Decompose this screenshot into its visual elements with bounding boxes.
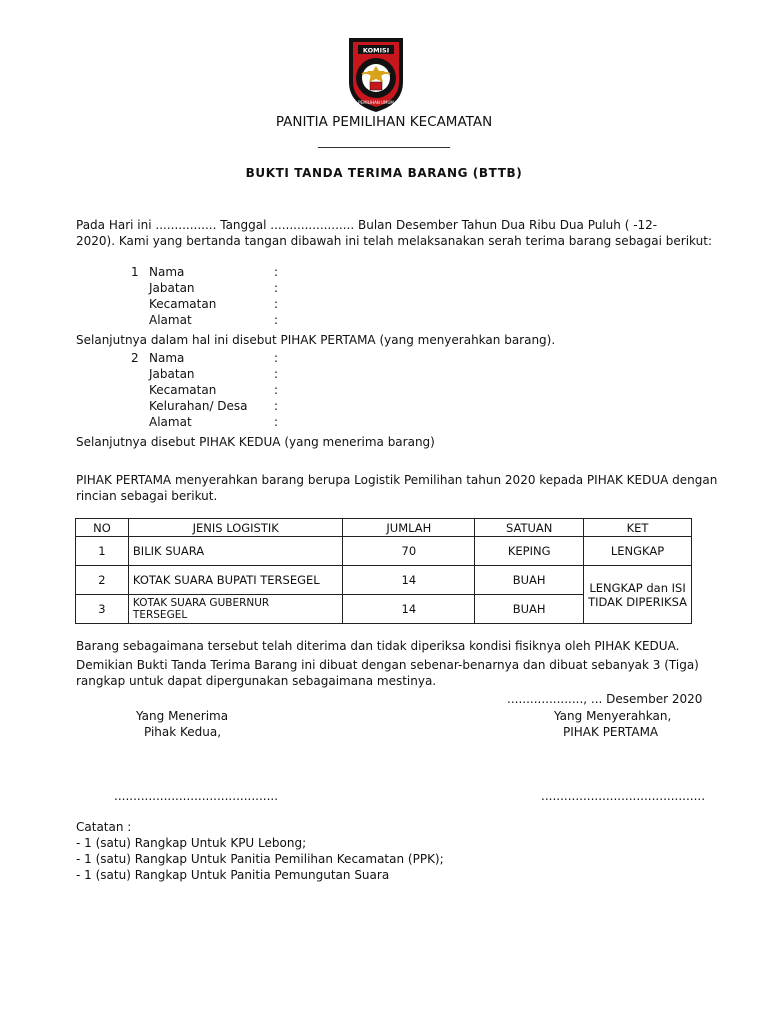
party-1-colon: : xyxy=(274,281,279,295)
signature-date: ...................., ... Desember 2020 xyxy=(507,692,703,706)
party-2-colon: : xyxy=(274,367,279,381)
cell-unit: KEPING xyxy=(475,537,584,566)
cell-qty: 14 xyxy=(343,566,475,595)
header-jenis-logistik: JENIS LOGISTIK xyxy=(128,519,343,537)
cell-item xyxy=(128,595,343,624)
committee-underline: ______________________ xyxy=(318,134,450,148)
cell-qty: 70 xyxy=(343,537,475,566)
cell-item-line-2: TERSEGEL xyxy=(132,609,188,621)
receiver-signature-line: ........................................... xyxy=(114,789,279,803)
cell-item: KOTAK SUARA BUPATI TERSEGEL xyxy=(128,566,343,595)
party-2-colon: : xyxy=(274,351,279,365)
party-2-colon: : xyxy=(274,415,279,429)
party-1-colon: : xyxy=(274,313,279,327)
header-jumlah: JUMLAH xyxy=(343,519,475,537)
party-2-field-alamat: Alamat xyxy=(149,415,192,429)
intro-line-1: Pada Hari ini ................ Tanggal ...................... Bulan Desember Tahun Dua Ribu Dua Puluh ( -12- xyxy=(76,218,658,232)
table-row xyxy=(76,537,692,566)
cell-ket-line-1: LENGKAP dan ISI xyxy=(589,580,686,595)
notes-item: - 1 (satu) Rangkap Untuk Panitia Pemungutan Suara xyxy=(76,868,390,882)
receiver-label: Yang Menerima xyxy=(136,709,229,723)
kpu-logo xyxy=(345,36,407,114)
party-1-field-jabatan: Jabatan xyxy=(149,281,195,295)
party-2-field-nama: Nama xyxy=(149,351,185,365)
table-row xyxy=(76,566,692,595)
party-2-note: Selanjutnya disebut PIHAK KEDUA (yang menerima barang) xyxy=(76,435,435,449)
document-title: BUKTI TANDA TERIMA BARANG (BTTB) xyxy=(245,166,523,180)
party-1-field-kecamatan: Kecamatan xyxy=(149,297,217,311)
cell-ket: LENGKAP xyxy=(584,537,692,566)
party-1-colon: : xyxy=(274,297,279,311)
logo-ring-text: PEMILIHAN UMUM xyxy=(358,100,394,105)
cell-item-line-1: KOTAK SUARA GUBERNUR xyxy=(132,597,270,609)
party-2-field-kecamatan: Kecamatan xyxy=(149,383,217,397)
header-satuan: SATUAN xyxy=(475,519,584,537)
party-1-note: Selanjutnya dalam hal ini disebut PIHAK PERTAMA (yang menyerahkan barang). xyxy=(76,333,556,347)
header-no: NO xyxy=(76,519,129,537)
party-1-field-alamat: Alamat xyxy=(149,313,192,327)
committee-name: PANITIA PEMILIHAN KECAMATAN xyxy=(275,114,493,130)
party-1-number: 1 xyxy=(131,265,139,279)
giver-signature-line: ........................................... xyxy=(541,789,706,803)
closing-line-2: rangkap untuk dapat dipergunakan sebagaimana mestinya. xyxy=(76,674,437,688)
cell-no: 2 xyxy=(76,566,129,595)
party-1-colon: : xyxy=(274,265,279,279)
giver-label: Yang Menyerahkan, xyxy=(554,709,672,723)
table-header-row xyxy=(76,519,692,537)
party-2-number: 2 xyxy=(131,351,139,365)
logo-top-text: KOMISI xyxy=(362,46,390,55)
header-ket: KET xyxy=(584,519,692,537)
giver-party: PIHAK PERTAMA xyxy=(563,725,659,739)
notes-item: - 1 (satu) Rangkap Untuk KPU Lebong; xyxy=(76,836,307,850)
cell-ket-line-2: TIDAK DIPERIKSA xyxy=(588,594,687,609)
cell-ket-merged xyxy=(584,566,692,624)
received-statement: Barang sebagaimana tersebut telah diterima dan tidak diperiksa kondisi fisiknya oleh PIHAK KEDUA. xyxy=(76,639,680,653)
party-2-colon: : xyxy=(274,383,279,397)
notes-heading: Catatan : xyxy=(76,820,132,834)
closing-line-1: Demikian Bukti Tanda Terima Barang ini dibuat dengan sebenar-benarnya dan dibuat sebanyak 3 (Tiga) xyxy=(76,658,699,672)
intro-line-2: 2020). Kami yang bertanda tangan dibawah ini telah melaksanakan serah terima barang sebagai berikut: xyxy=(76,234,712,248)
party-1-field-nama: Nama xyxy=(149,265,185,279)
cell-item: BILIK SUARA xyxy=(128,537,343,566)
cell-no: 3 xyxy=(76,595,129,624)
party-2-colon: : xyxy=(274,399,279,413)
party-2-field-kelurahan: Kelurahan/ Desa xyxy=(149,399,248,413)
party-2-field-jabatan: Jabatan xyxy=(149,367,195,381)
receiver-party: Pihak Kedua, xyxy=(144,725,222,739)
notes-item: - 1 (satu) Rangkap Untuk Panitia Pemilihan Kecamatan (PPK); xyxy=(76,852,444,866)
cell-unit: BUAH xyxy=(475,595,584,624)
cell-unit: BUAH xyxy=(475,566,584,595)
cell-no: 1 xyxy=(76,537,129,566)
logistics-table xyxy=(75,518,692,624)
handover-line-2: rincian sebagai berikut. xyxy=(76,489,218,503)
handover-line-1: PIHAK PERTAMA menyerahkan barang berupa Logistik Pemilihan tahun 2020 kepada PIHAK KEDUA dengan xyxy=(76,473,718,487)
cell-qty: 14 xyxy=(343,595,475,624)
